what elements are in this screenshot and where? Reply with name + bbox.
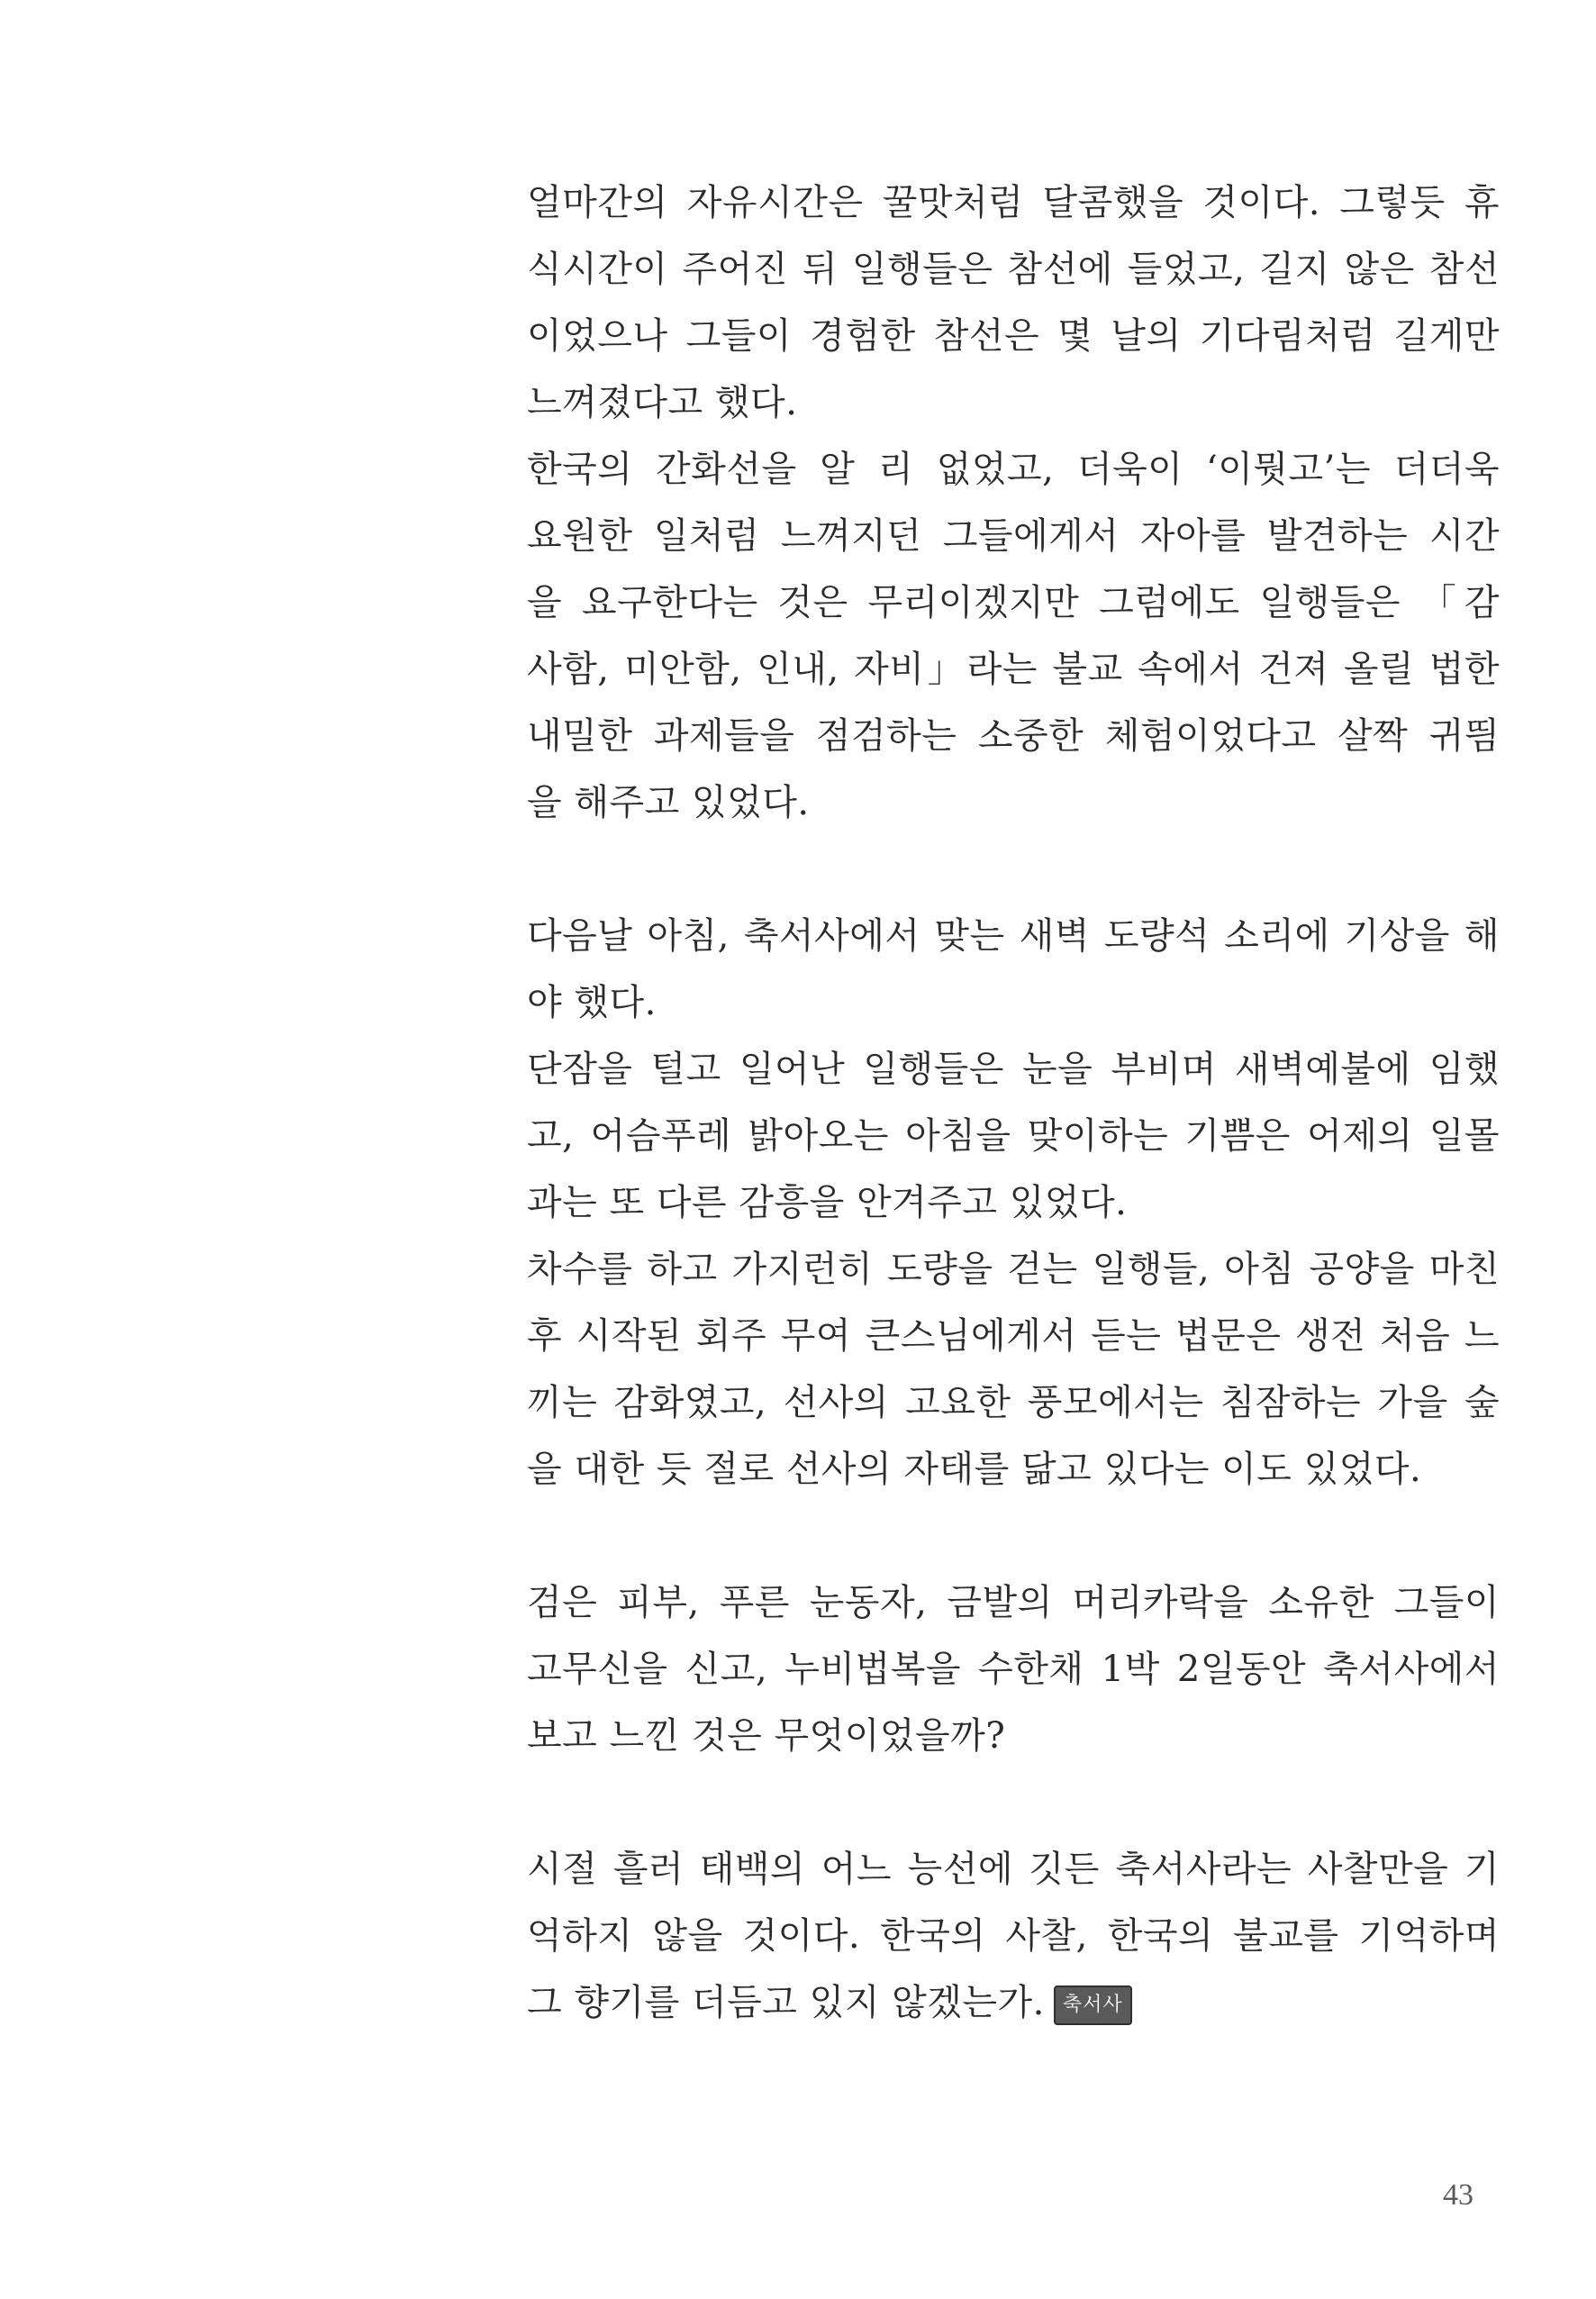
- text-line: 그 향기를 더듬고 있지 않겠는가.: [527, 1982, 1045, 2023]
- text-line: 을 해주고 있었다.: [527, 782, 810, 823]
- text-line: 검은 피부, 푸른 눈동자, 금발의 머리카락을 소유한 그들이: [527, 1582, 1500, 1623]
- text-line: 느껴졌다고 했다.: [527, 382, 798, 423]
- paragraph-gap: [527, 836, 1500, 903]
- text-line: 요원한 일처럼 느껴지던 그들에게서 자아를 발견하는 시간: [527, 515, 1500, 557]
- text-line: 보고 느낀 것은 무엇이었을까?: [527, 1715, 1006, 1757]
- paragraph-gap: [527, 1503, 1500, 1569]
- text-line: 을 요구한다는 것은 무리이겠지만 그럼에도 일행들은 「감: [527, 582, 1500, 623]
- text-line: 시절 흘러 태백의 어느 능선에 깃든 축서사라는 사찰만을 기: [527, 1849, 1500, 1890]
- text-line: 후 시작된 회주 무여 큰스님에게서 듣는 법문은 생전 처음 느: [527, 1315, 1500, 1357]
- paragraph-gap: [527, 1769, 1500, 1836]
- text-line: 고, 어슴푸레 밝아오는 아침을 맞이하는 기쁨은 어제의 일몰: [527, 1115, 1500, 1157]
- text-line: 과는 또 다른 감흥을 안겨주고 있었다.: [527, 1182, 1128, 1223]
- text-line: 을 대한 듯 절로 선사의 자태를 닮고 있다는 이도 있었다.: [527, 1449, 1422, 1490]
- text-line: 얼마간의 자유시간은 꿀맛처럼 달콤했을 것이다. 그렇듯 휴: [527, 182, 1500, 223]
- text-line: 억하지 않을 것이다. 한국의 사찰, 한국의 불교를 기억하며: [527, 1915, 1500, 1957]
- text-line: 이었으나 그들이 경험한 참선은 몇 날의 기다림처럼 길게만: [527, 315, 1500, 357]
- text-line: 단잠을 털고 일어난 일행들은 눈을 부비며 새벽예불에 임했: [527, 1049, 1500, 1090]
- text-line: 끼는 감화였고, 선사의 고요한 풍모에서는 침잠하는 가을 숲: [527, 1382, 1500, 1423]
- text-line-with-stamp: [527, 1969, 1500, 2036]
- text-line: 다음날 아침, 축서사에서 맞는 새벽 도량석 소리에 기상을 해: [527, 915, 1500, 957]
- body-text: [527, 169, 1500, 2036]
- text-line: 내밀한 과제들을 점검하는 소중한 체험이었다고 살짝 귀띔: [527, 715, 1500, 757]
- text-line: 차수를 하고 가지런히 도량을 걷는 일행들, 아침 공양을 마친: [527, 1249, 1500, 1290]
- end-mark-stamp: 축서사: [1054, 1986, 1132, 2025]
- page-number: 43: [1443, 2178, 1474, 2212]
- text-line: 고무신을 신고, 누비법복을 수한채 1박 2일동안 축서사에서: [527, 1649, 1500, 1690]
- text-line: 사함, 미안함, 인내, 자비」라는 불교 속에서 건져 올릴 법한: [527, 649, 1500, 690]
- text-line: 한국의 간화선을 알 리 없었고, 더욱이 ‘이뭣고’는 더더욱: [527, 449, 1500, 490]
- text-line: 야 했다.: [527, 982, 657, 1023]
- text-line: 식시간이 주어진 뒤 일행들은 참선에 들었고, 길지 않은 참선: [527, 249, 1500, 290]
